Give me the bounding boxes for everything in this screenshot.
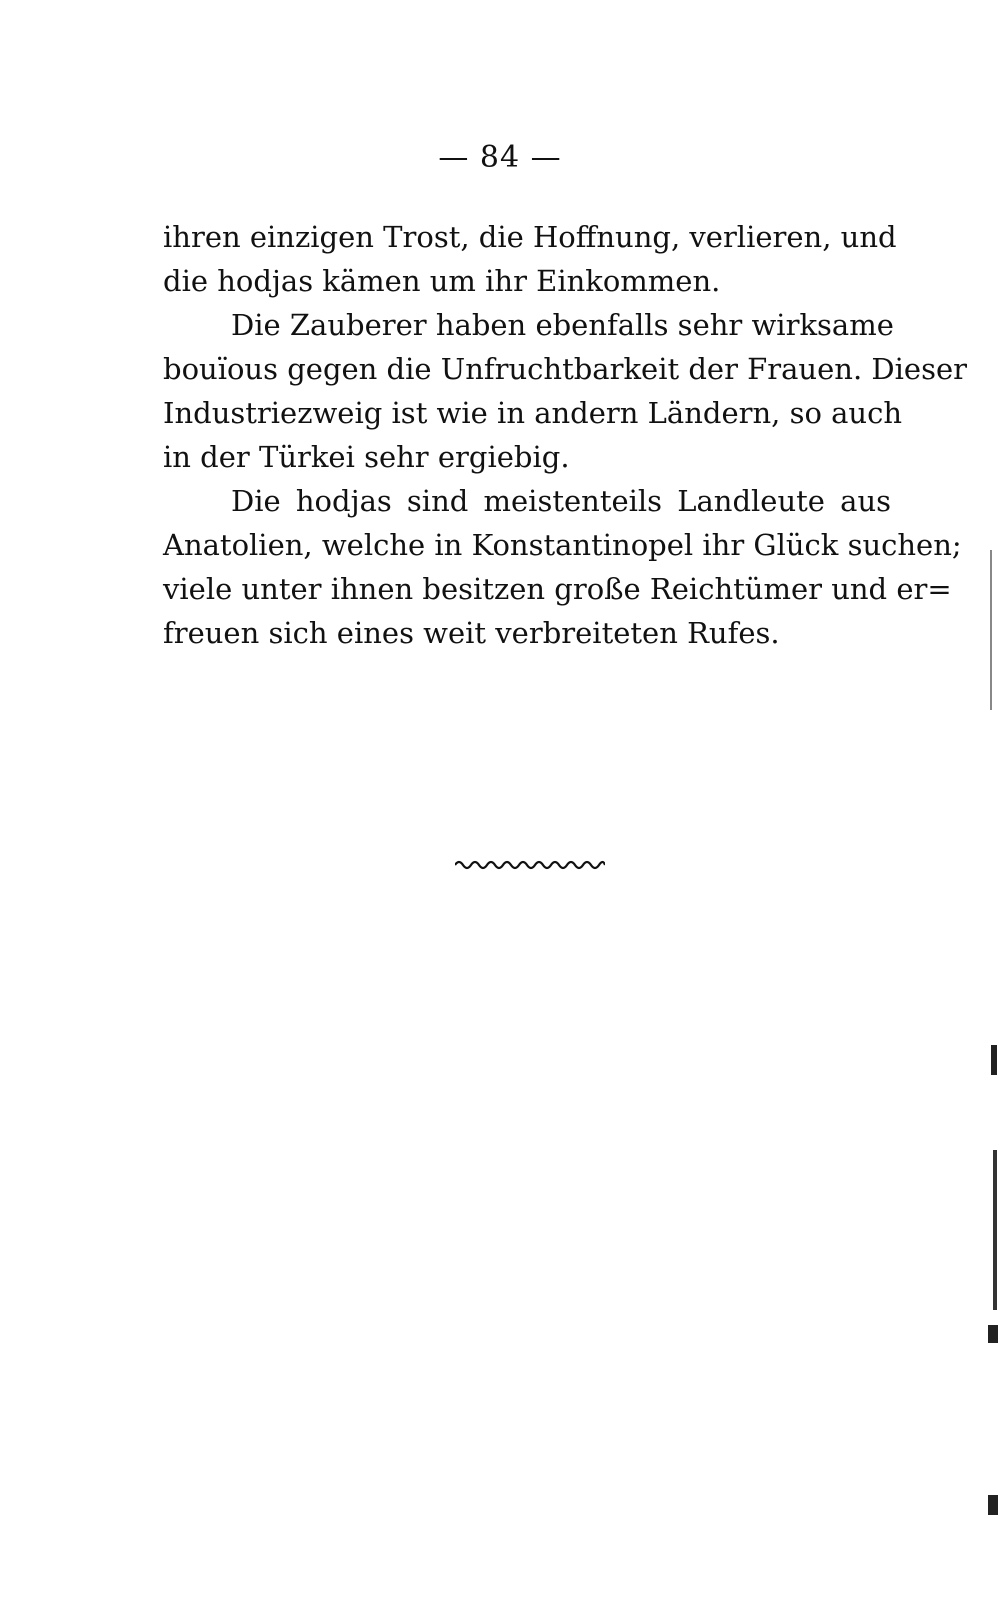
scan-edge-mark (990, 550, 992, 710)
wavy-line-ornament (455, 855, 605, 875)
text-line: viele unter ihnen besitzen große Reichtümer und er= (163, 572, 952, 606)
text-line: bouïous gegen die Unfruchtbarkeit der Frauen. Dieser (163, 352, 967, 386)
text-line: Anatolien, welche in Konstantinopel ihr Glück suchen; (163, 528, 962, 562)
scan-edge-mark (988, 1495, 998, 1515)
text-line: in der Türkei sehr ergiebig. (163, 440, 570, 474)
scan-edge-mark (991, 1045, 997, 1075)
text-line: Die hodjas sind meistenteils Landleute aus (231, 484, 891, 518)
body-text (163, 215, 967, 655)
text-line: die hodjas kämen um ihr Einkommen. (163, 264, 721, 298)
text-line: Die Zauberer haben ebenfalls sehr wirksame (231, 308, 894, 342)
text-line: ihren einzigen Trost, die Hoffnung, verlieren, und (163, 220, 897, 254)
scan-edge-mark (993, 1150, 997, 1310)
page-number: — 84 — (438, 140, 562, 175)
scan-edge-mark (988, 1325, 998, 1343)
text-line: Industriezweig ist wie in andern Ländern, so auch (163, 396, 903, 430)
text-line: freuen sich eines weit verbreiteten Rufes. (163, 616, 780, 650)
